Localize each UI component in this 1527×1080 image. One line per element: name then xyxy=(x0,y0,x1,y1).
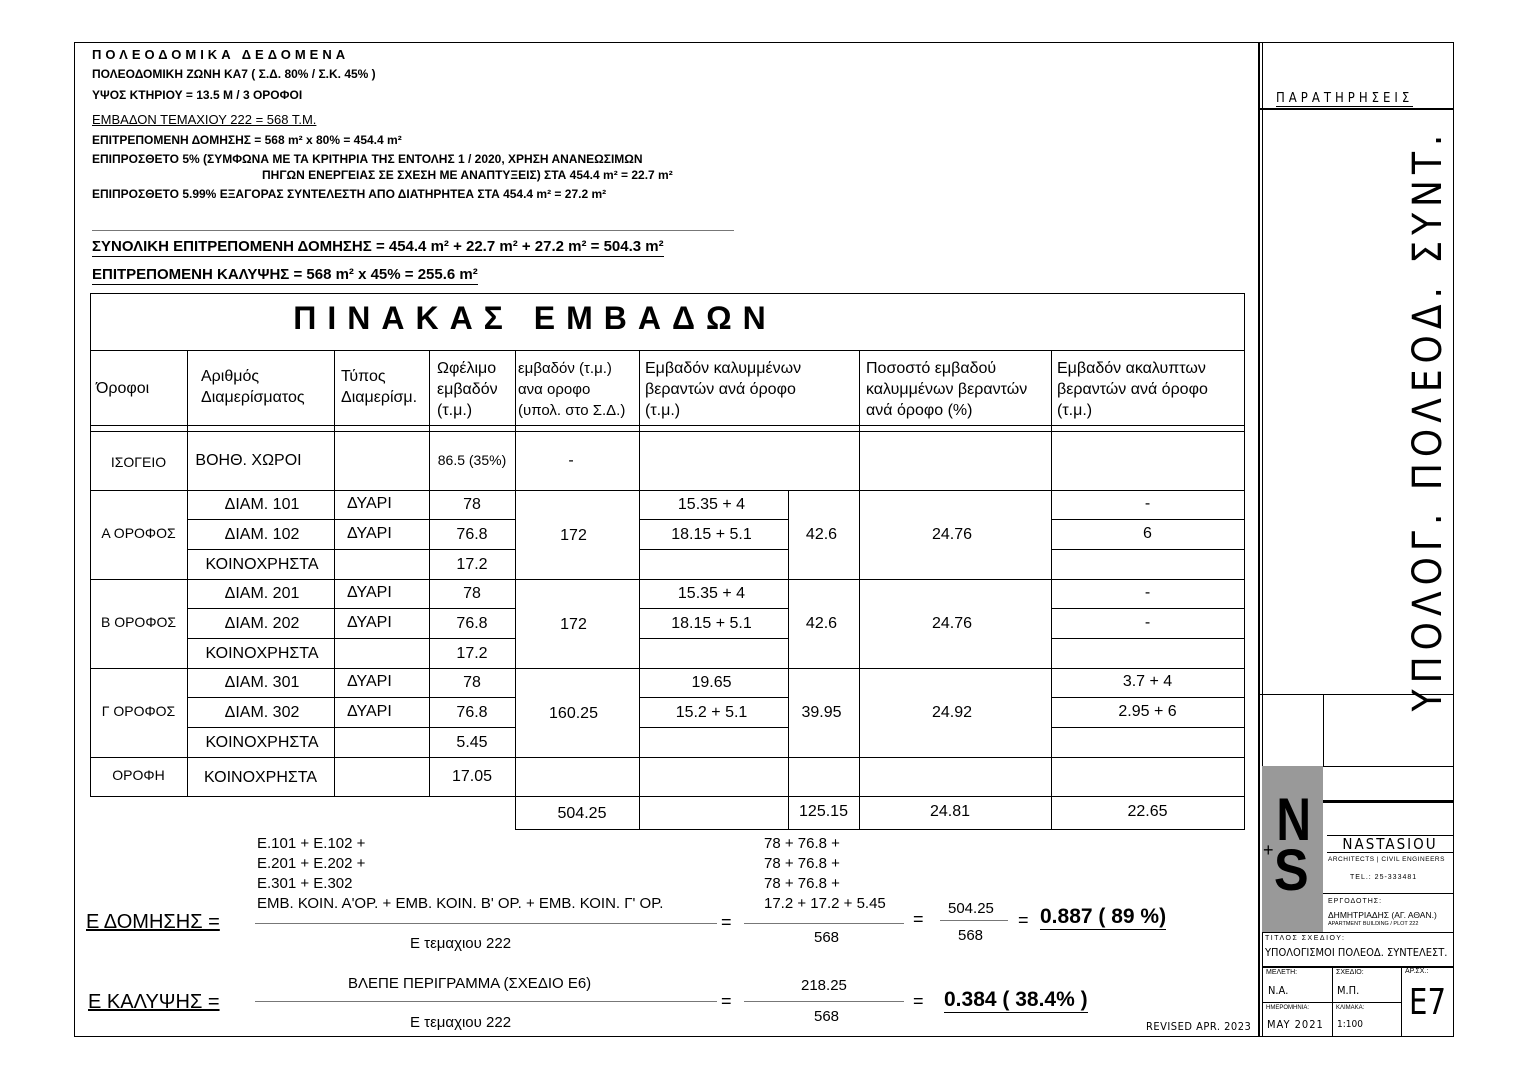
table-row-type: ΔΥΑΡΙ xyxy=(347,495,392,512)
domisis-result: 0.887 ( 89 %) xyxy=(1040,905,1167,928)
domisis-fraction-line xyxy=(255,923,717,924)
domisis-den-values: 568 xyxy=(814,929,840,946)
drawn-value: Μ.Π. xyxy=(1337,984,1360,997)
table-row-covered: 15.35 + 4 xyxy=(677,585,746,602)
table-row-apt: ΔΙΑΜ. 102 xyxy=(224,525,300,543)
roof-apt: ΚΟΙΝΟΧΡΗΣΤΑ xyxy=(203,769,318,786)
eq-2: = xyxy=(913,909,924,929)
ground-useful: 86.5 (35%) xyxy=(437,452,507,468)
header-uncovered-verandas: Εμβαδόν ακαλυπτων βεραντών ανά όροφο (τ.μ.) xyxy=(1057,360,1208,419)
table-row-useful: 5.45 xyxy=(456,733,488,751)
logo-n-icon: N xyxy=(1276,786,1312,853)
table-row-apt: ΚΟΙΝΟΧΡΗΣΤΑ xyxy=(205,733,319,751)
eq-1: = xyxy=(721,912,732,932)
remarks-label: ΠΑΡΑΤΗΡΗΣΕΙΣ xyxy=(1276,91,1414,106)
domisis-numerator-values: 78 + 76.8 + 78 + 76.8 + 78 + 76.8 + 17.2 + 17.2 + 5.45 xyxy=(764,835,886,912)
table-row-apt: ΔΙΑΜ. 101 xyxy=(224,496,300,513)
table-row-covered: 15.35 + 4 xyxy=(677,496,746,513)
kalypsis-den-value: 568 xyxy=(814,1008,840,1025)
bonus1-line1: ΕΠΙΠΡΟΣΘΕΤΟ 5% (ΣΥΜΦΩΝΑ ΜΕ ΤΑ ΚΡΙΤΗΡΙΑ ΤΗΣ ΕΝΤΟΛΗΣ 1 / 2020, ΧΡΗΣΗ ΑΝΑΝΕΩΣΙΜΩΝ xyxy=(92,152,643,166)
table-row-apt: ΔΙΑΜ. 201 xyxy=(224,585,300,602)
floor-label: Γ ΟΡΟΦΟΣ xyxy=(101,703,176,719)
drawing-title: ΥΠΟΛΟΓΙΣΜΟΙ ΠΟΛΕΟΔ. ΣΥΝΤΕΛΕΣΤ. xyxy=(1265,946,1448,959)
client-label: ΕΡΓΟΔΟΤΗΣ: xyxy=(1328,898,1383,905)
domisis-label: Ε ΔΟΜΗΣΗΣ = xyxy=(86,911,220,933)
table-row-useful: 76.8 xyxy=(456,614,488,632)
floor-pct-covered: 24.92 xyxy=(931,704,973,721)
scale-value: 1:100 xyxy=(1337,1019,1363,1030)
kalypsis-numerator: ΒΛΕΠΕ ΠΕΡΙΓΡΑΜΜΑ (ΣΧΕΔΙΟ Ε6) xyxy=(348,975,592,992)
header-title: ΠΟΛΕΟΔΟΜΙΚΑ ΔΕΔΟΜΕΝΑ xyxy=(92,47,350,62)
header-useful-area: Ωφέλιμο εμβαδόν (τ.μ.) xyxy=(437,360,498,419)
table-row-useful: 78 xyxy=(463,585,481,602)
drawn-label: ΣΧΕΔΙΟ: xyxy=(1336,969,1364,976)
table-row-useful: 78 xyxy=(463,496,481,513)
table-row-uncovered: 2.95 + 6 xyxy=(1118,702,1177,720)
table-row-covered: 18.15 + 5.1 xyxy=(671,614,752,632)
total-pct: 24.81 xyxy=(929,803,971,820)
floor-area: 172 xyxy=(560,616,587,633)
floor-covered-total: 42.6 xyxy=(805,526,838,543)
eq-3: = xyxy=(1018,910,1029,930)
kalypsis-denominator: Ε τεμαχιου 222 xyxy=(410,1014,512,1031)
table-title: ΠΙΝΑΚΑΣ ΕΜΒΑΔΩΝ xyxy=(293,300,777,336)
logo-plus-icon: + xyxy=(1263,840,1274,860)
domisis-num-sum: 504.25 xyxy=(948,900,994,917)
domisis-denominator: Ε τεμαχιου 222 xyxy=(410,935,512,952)
total-uncovered: 22.65 xyxy=(1127,803,1168,820)
table-row-type: ΔΥΑΡΙ xyxy=(347,613,392,631)
floor-label: Β ΟΡΟΦΟΣ xyxy=(100,614,177,630)
ground-floor-label: ΙΣΟΓΕΙΟ xyxy=(110,454,167,470)
kalypsis-num-value: 218.25 xyxy=(801,977,847,994)
table-row-uncovered: 3.7 + 4 xyxy=(1122,673,1173,690)
project-name: APARTMENT BUILDING / PLOT 222 xyxy=(1328,921,1419,927)
firm-name: NASTASIOU xyxy=(1327,835,1453,853)
firm-tel: ΤΕL.: 25-333481 xyxy=(1350,874,1418,881)
table-row-uncovered: - xyxy=(1144,584,1151,601)
table-row-uncovered: - xyxy=(1144,495,1151,512)
header-apt-type: Τύπος Διαμερίσμ. xyxy=(341,368,418,406)
floor-pct-covered: 24.76 xyxy=(931,526,973,543)
total-covered: 125.15 xyxy=(799,803,848,820)
header-covered-verandas: Εμβαδόν καλυμμένων βεραντών ανά όροφο (τ.μ.) xyxy=(645,360,802,419)
table-row-useful: 78 xyxy=(463,674,481,691)
table-row-covered: 18.15 + 5.1 xyxy=(671,525,752,543)
ground-apt: ΒΟΗΘ. ΧΩΡΟΙ xyxy=(195,452,302,469)
total-area: 504.25 xyxy=(557,805,607,822)
header-pct-covered: Ποσοστό εμβαδού καλυμμένων βεραντών ανά όροφο (%) xyxy=(866,360,1028,419)
scale-label: ΚΛΙΜΑΚΑ: xyxy=(1336,1005,1365,1011)
floor-label: Α ΟΡΟΦΟΣ xyxy=(101,525,176,541)
domisis-den-sum: 568 xyxy=(958,927,984,944)
bonus1-line2: ΠΗΓΩΝ ΕΝΕΡΓΕΙΑΣ ΣΕ ΣΧΕΣΗ ΜΕ ΑΝΑΠΤΥΞΕΙΣ) ΣΤΑ 454.4 m² = 22.7 m² xyxy=(262,168,673,182)
table-row-useful: 17.2 xyxy=(456,644,488,662)
floor-area: 160.25 xyxy=(549,705,598,722)
header-area-per-floor: εμβαδόν (τ.μ.) ανα οροφο (υπολ. στο Σ.Δ.) xyxy=(518,360,626,419)
firm-subtitle: ARCHITECTS | CIVIL ENGINEERS xyxy=(1328,856,1445,863)
table-row-uncovered: - xyxy=(1144,613,1151,631)
table-row-useful: 76.8 xyxy=(456,525,488,543)
kalypsis-result: 0.384 ( 38.4% ) xyxy=(944,988,1088,1011)
header-apt-no: Αριθμός Διαμερίσματος xyxy=(201,368,305,406)
logo-s-icon: S xyxy=(1273,838,1309,903)
table-row-type: ΔΥΑΡΙ xyxy=(347,584,392,601)
eq-5: = xyxy=(913,991,924,1011)
height-text: ΥΨΟΣ ΚΤΗΡΙΟΥ = 13.5 Μ / 3 ΟΡΟΦΟΙ xyxy=(92,88,303,102)
bonus2-text: ΕΠΙΠΡΟΣΘΕΤΟ 5.99% ΕΞΑΓΟΡΑΣ ΣΥΝΤΕΛΕΣΤΗ ΑΠΟ ΔΙΑΤΗΡΗΤΕΑ ΣΤΑ 454.4 m² = 27.2 m² xyxy=(92,187,607,201)
eq-4: = xyxy=(721,991,732,1011)
table-row-uncovered: 6 xyxy=(1143,524,1152,542)
table-row-type: ΔΥΑΡΙ xyxy=(347,702,392,720)
floor-covered-total: 39.95 xyxy=(801,704,842,721)
table-row-apt: ΚΟΙΝΟΧΡΗΣΤΑ xyxy=(205,555,319,573)
kalypsis-label: Ε ΚΑΛΥΨΗΣ = xyxy=(88,991,220,1013)
table-row-covered: 19.65 xyxy=(691,674,732,691)
table-row-type: ΔΥΑΡΙ xyxy=(347,673,392,690)
table-row-useful: 76.8 xyxy=(456,703,488,721)
ground-area: - xyxy=(568,452,574,469)
plot-area-text: ΕΜΒΑΔΟΝ ΤΕΜΑΧΙΟΥ 222 = 568 Τ.Μ. xyxy=(92,112,317,127)
allowed-building-text: ΕΠΙΤΡΕΠΟΜΕΝΗ ΔΟΜΗΣΗΣ = 568 m² x 80% = 454.4 m² xyxy=(92,133,402,147)
floor-pct-covered: 24.76 xyxy=(931,615,973,632)
revised-note: REVISED APR. 2023 xyxy=(1146,1020,1252,1033)
vertical-title: ΥΠΟΛΟΓ. ΠΟΛΕΟΔ. ΣΥΝΤ. xyxy=(1405,128,1451,712)
floor-covered-total: 42.6 xyxy=(805,615,838,632)
table-row-apt: ΔΙΑΜ. 202 xyxy=(224,614,300,632)
domisis-numerator: Ε.101 + Ε.102 + Ε.201 + Ε.202 + Ε.301 + Ε.302 ΕΜΒ. ΚΟΙΝ. Α'ΟΡ. + ΕΜΒ. ΚΟΙΝ. Β' ΟΡ. + ΕΜΒ. ΚΟΙΝ. Γ' ΟΡ. xyxy=(257,835,664,912)
client-name: ΔΗΜΗΤΡΙΑΔΗΣ (ΑΓ. ΑΘΑΝ.) xyxy=(1328,910,1437,920)
zone-text: ΠΟΛΕΟΔΟΜΙΚΗ ΖΩΝΗ ΚΑ7 ( Σ.Δ. 80% / Σ.Κ. 45% ) xyxy=(92,67,376,81)
total-allowed-text: ΣΥΝΟΛΙΚΗ ΕΠΙΤΡΕΠΟΜΕΝΗ ΔΟΜΗΣΗΣ = 454.4 m² + 22.7 m² + 27.2 m² = 504.3 m² xyxy=(92,238,664,255)
date-label: ΗΜΕΡΟΜΗΝΙΑ: xyxy=(1266,1005,1310,1011)
coverage-text: ΕΠΙΤΡΕΠΟΜΕΝΗ ΚΑΛΥΨΗΣ = 568 m² x 45% = 255.6 m² xyxy=(92,266,478,283)
table-row-apt: ΔΙΑΜ. 301 xyxy=(224,674,300,691)
table-row-apt: ΚΟΙΝΟΧΡΗΣΤΑ xyxy=(205,644,319,662)
drawing-title-label: ΤΙΤΛΟΣ ΣΧΕΔΙΟΥ: xyxy=(1265,935,1346,942)
floor-area: 172 xyxy=(560,527,587,544)
roof-useful: 17.05 xyxy=(451,768,493,785)
table-row-useful: 17.2 xyxy=(456,555,488,573)
header-floors: Όροφοι xyxy=(96,380,150,397)
study-value: Ν.Α. xyxy=(1268,984,1289,997)
drawing-no: Ε7 xyxy=(1409,982,1447,1023)
table-row-apt: ΔΙΑΜ. 302 xyxy=(224,703,300,721)
date-value: MAY 2021 xyxy=(1267,1018,1324,1031)
table-row-type: ΔΥΑΡΙ xyxy=(347,524,392,542)
separator-line xyxy=(92,230,734,231)
roof-floor-label: ΟΡΟΦΗ xyxy=(112,767,165,783)
table-row-covered: 15.2 + 5.1 xyxy=(675,703,748,721)
study-label: ΜΕΛΕΤΗ: xyxy=(1266,969,1298,976)
drawing-no-label: ΑΡ.ΣΧ.: xyxy=(1405,968,1429,975)
